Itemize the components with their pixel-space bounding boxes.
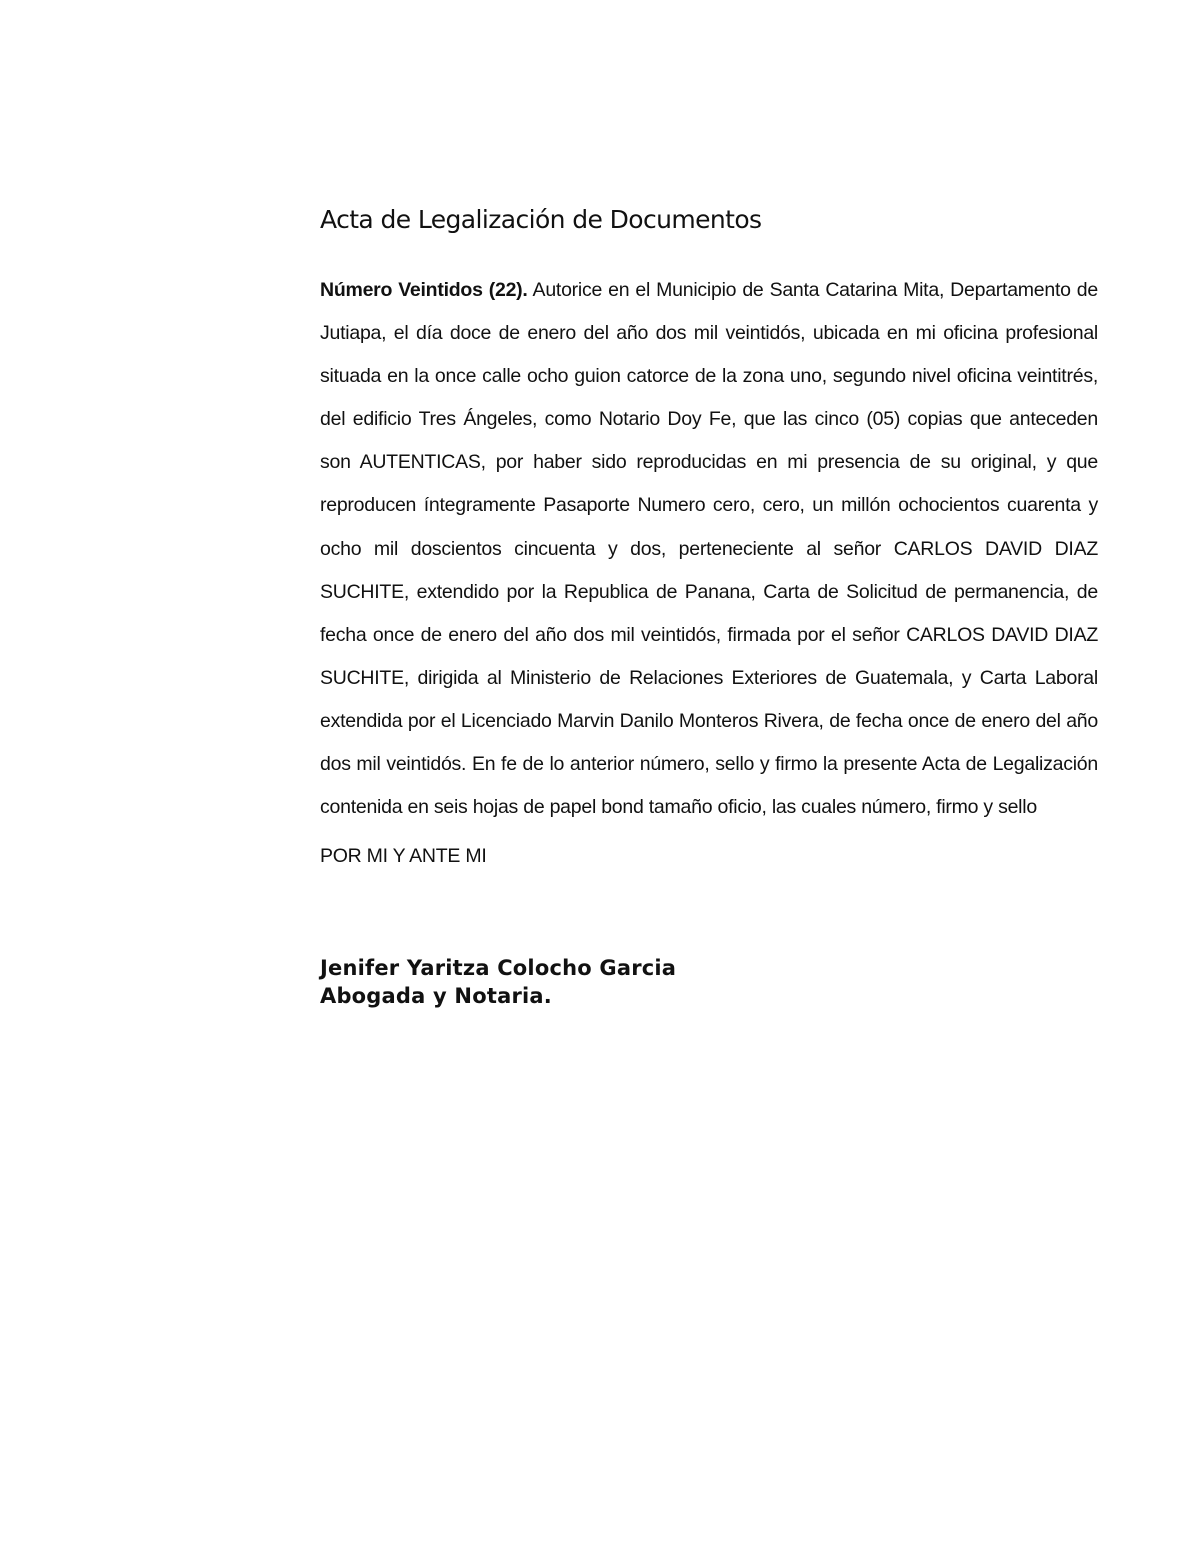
- document-title: Acta de Legalización de Documentos: [320, 205, 762, 234]
- signature-block: [320, 954, 1098, 1010]
- document-body: [320, 269, 1098, 829]
- body-paragraph: Autorice en el Municipio de Santa Catarina Mita, Departamento de Jutiapa, el día doce de enero del año dos mil veintidós, ubicada en mi oficina profesional situada en la once calle ocho guion catorce de la zona uno, segundo nivel oficina veintitrés, del edificio Tres Ángeles, como Notario Doy Fe, que las cinco (05) copias que anteceden son AUTENTICAS, por haber sido reproducidas en mi presencia de su original, y que reproducen íntegramente Pasaporte Numero cero, cero, un millón ochocientos cuarenta y ocho mil doscientos cincuenta y dos, perteneciente al señor CARLOS DAVID DIAZ SUCHITE, extendido por la Republica de Panana, Carta de Solicitud de permanencia, de fecha once de enero del año dos mil veintidós, firmada por el señor CARLOS DAVID DIAZ SUCHITE, dirigida al Ministerio de Relaciones Exteriores de Guatemala, y Carta Laboral extendida por el Licenciado Marvin Danilo Monteros Rivera, de fecha once de enero del año dos mil veintidós. En fe de lo anterior número, sello y firmo la presente Acta de Legalización contenida en seis hojas de papel bond tamaño oficio, las cuales número, firmo y sello: [320, 279, 1098, 819]
- act-number: Número Veintidos (22).: [320, 279, 528, 301]
- signatory-name: Jenifer Yaritza Colocho Garcia: [320, 956, 677, 981]
- document-content: [320, 203, 1098, 1010]
- signatory-role: Abogada y Notaria.: [320, 984, 552, 1009]
- closing-formula: POR MI Y ANTE MI: [320, 845, 487, 868]
